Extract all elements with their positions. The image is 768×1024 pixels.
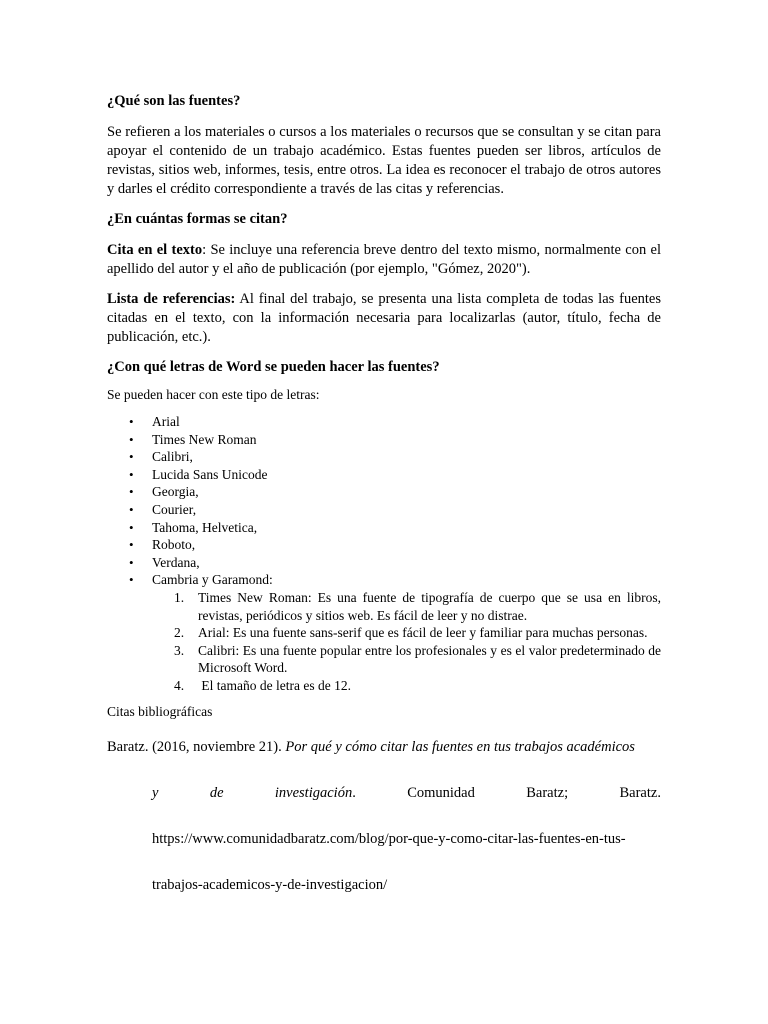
paragraph-tipos-letras-intro: Se pueden hacer con este tipo de letras: [107,387,320,402]
numbered-item [174,642,661,677]
paragraph-lista-referencias [107,290,661,347]
reference-line-2 [152,784,661,803]
document-page [107,92,661,895]
item-number: 1. [174,589,185,605]
reference-publisher-word: Baratz. [619,784,661,801]
label-lista-referencias: Lista de referencias: [107,291,236,307]
citas-heading: Citas bibliográficas [107,703,213,719]
item-text: Calibri: Es una fuente popular entre los profesionales y es el valor predeterminado de Microsoft Word. [198,642,661,676]
list-item: • Arial [152,413,661,431]
reference-publisher-word: Baratz; [526,784,569,801]
label-cita-en-texto: Cita en el texto [107,242,203,258]
reference-url-line-1: https://www.comunidadbaratz.com/blog/por-que-y-como-citar-las-fuentes-en-tus- [152,830,626,847]
reference-line-1 [107,738,661,757]
reference-entry [107,738,661,895]
item-text: Arial: Es una fuente sans-serif que es fácil de leer y familiar para muchas personas. [198,625,648,641]
list-item: • Courier, [152,501,661,519]
text-cita-en-texto: : Se incluye una referencia breve dentro del texto mismo, normalmente con el apellido del autor y el año de publicación (por ejemplo, "Gómez, 2020"). [107,242,662,277]
reference-title-period: . [352,784,356,801]
reference-title-word: de [209,784,224,801]
list-item: • Cambria y Garamond: [152,571,661,589]
font-numbered-list [107,589,661,695]
item-number: 3. [174,642,185,658]
item-text: Times New Roman: Es una fuente de tipografía de cuerpo que se usa en libros, revistas, periódicos y sitios web. Es fácil de leer y no distrae. [198,589,661,623]
paragraph-definicion-fuentes: Se refieren a los materiales o cursos a los materiales o recursos que se consultan y se citan para apoyar el contenido de un trabajo académico. Estas fuentes pueden ser libros, artículos de revistas, sitios web, informes, tesis, entre otros. La idea es reconocer el trabajo de otros autores y darles el crédito correspondiente a través de las citas y referencias. [107,124,661,197]
item-text: El tamaño de letra es de 12. [198,677,351,693]
list-item: • Tahoma, Helvetica, [152,519,661,537]
text-lista-referencias: Al final del trabajo, se presenta una lista completa de todas las fuentes citadas en el texto, con la información necesaria para localizarlas (autor, título, fecha de publicación, etc.). [107,291,662,345]
numbered-item [174,624,661,642]
numbered-item [174,677,661,695]
reference-url-line-2: trabajos-academicos-y-de-investigacion/ [152,876,388,893]
reference-title: Por qué y cómo citar las fuentes en tus trabajos académicos [285,738,635,755]
list-item: • Verdana, [152,554,661,572]
paragraph-cita-en-texto [107,241,661,279]
heading-letras-word: ¿Con qué letras de Word se pueden hacer las fuentes? [107,359,440,375]
reference-publisher-word: Comunidad [407,784,475,801]
reference-title-tail [275,784,356,803]
heading-que-son-fuentes: ¿Qué son las fuentes? [107,93,241,109]
list-item: • Georgia, [152,483,661,501]
numbered-item [174,589,661,624]
list-item: • Calibri, [152,448,661,466]
list-item: • Times New Roman [152,431,661,449]
list-item: • Roboto, [152,536,661,554]
list-item: • Lucida Sans Unicode [152,466,661,484]
item-number: 2. [174,625,185,641]
reference-author-date: Baratz. (2016, noviembre 21). [107,738,286,755]
item-number: 4. [174,677,185,693]
heading-formas-citar: ¿En cuántas formas se citan? [107,211,288,227]
reference-title-word: investigación [274,784,353,801]
reference-title-word: y [152,784,159,801]
font-bullet-list [107,413,661,589]
